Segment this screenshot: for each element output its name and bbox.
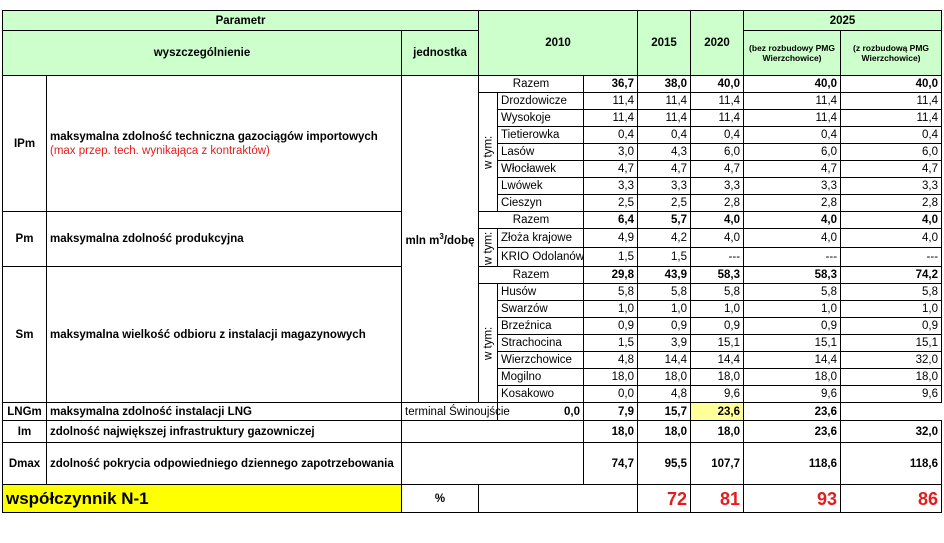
unit-sup: 3	[439, 232, 444, 242]
header-2025: 2025	[744, 11, 942, 31]
value-cell: 3,9	[638, 335, 691, 352]
value-cell: 36,7	[584, 76, 638, 93]
value-cell: 18,0	[638, 369, 691, 386]
value-cell: 11,4	[691, 110, 744, 127]
value-cell: 118,6	[841, 443, 942, 485]
value-cell: 0,4	[584, 127, 638, 144]
w-tym-label: w tym:	[479, 229, 498, 267]
value-cell: 0,4	[841, 127, 942, 144]
station-name: Drozdowicze	[498, 93, 584, 110]
value-cell: 3,3	[638, 178, 691, 195]
value-cell: 4,8	[584, 352, 638, 369]
value-cell: 4,2	[638, 229, 691, 248]
value-cell: 29,8	[584, 267, 638, 284]
n1-label: współczynnik N-1	[3, 485, 402, 513]
value-cell: 1,0	[691, 301, 744, 318]
value-cell: 18,0	[638, 421, 691, 443]
value-cell: 6,0	[691, 144, 744, 161]
header-parametr: Parametr	[3, 11, 479, 31]
value-cell: 1,5	[638, 248, 691, 267]
value-cell: 0,9	[691, 318, 744, 335]
value-cell: 1,0	[638, 301, 691, 318]
value-cell: 40,0	[841, 76, 942, 93]
value-cell: 1,5	[584, 248, 638, 267]
value-cell: 23,6	[744, 421, 841, 443]
value-cell: 1,0	[841, 301, 942, 318]
value-cell: 43,9	[638, 267, 691, 284]
value-cell: 4,8	[638, 386, 691, 403]
empty-cell	[479, 485, 638, 513]
label-pm: maksymalna zdolność produkcyjna	[47, 212, 402, 267]
value-cell: 5,8	[638, 284, 691, 301]
table-row	[3, 485, 942, 513]
value-cell: 74,2	[841, 267, 942, 284]
value-cell: 11,4	[584, 93, 638, 110]
station-name: Lwówek	[498, 178, 584, 195]
value-cell: ---	[744, 248, 841, 267]
n1-value: 86	[841, 485, 942, 513]
value-cell: 18,0	[744, 369, 841, 386]
value-cell: 1,5	[584, 335, 638, 352]
value-cell: 2,5	[638, 195, 691, 212]
header-2010: 2010	[479, 11, 638, 76]
header-jednostka: jednostka	[402, 31, 479, 76]
empty-cell	[402, 443, 584, 485]
unit-percent: %	[402, 485, 479, 513]
value-cell: 4,0	[841, 212, 942, 229]
value-cell: 0,0	[584, 386, 638, 403]
value-cell: 2,8	[744, 195, 841, 212]
value-cell: 74,7	[584, 443, 638, 485]
value-cell: 2,5	[584, 195, 638, 212]
storage-name: Strachocina	[498, 335, 584, 352]
header-2020: 2020	[691, 11, 744, 76]
razem-label: Razem	[479, 212, 584, 229]
station-name: Lasów	[498, 144, 584, 161]
value-cell: 4,0	[841, 229, 942, 248]
value-cell: 23,6	[744, 403, 841, 421]
storage-name: Swarzów	[498, 301, 584, 318]
value-cell: 9,6	[691, 386, 744, 403]
label-lngm: maksymalna zdolność instalacji LNG	[47, 403, 402, 421]
label-ipm-main: maksymalna zdolność techniczna gazociągów importowych	[50, 130, 378, 143]
source-name: Złoża krajowe	[498, 229, 584, 248]
header-z-rozbudowa: (z rozbudową PMG Wierzchowice)	[841, 31, 942, 76]
storage-name: Wierzchowice	[498, 352, 584, 369]
value-cell: 95,5	[638, 443, 691, 485]
n1-value: 72	[638, 485, 691, 513]
w-tym-label: w tym:	[479, 284, 498, 403]
value-cell: 0,4	[638, 127, 691, 144]
value-cell: 18,0	[584, 421, 638, 443]
value-cell: 6,0	[841, 144, 942, 161]
value-cell: 4,7	[691, 161, 744, 178]
code-im: Im	[3, 421, 47, 443]
value-cell: 0,4	[691, 127, 744, 144]
value-cell: 6,0	[744, 144, 841, 161]
label-ipm-note: (max przep. tech. wynikająca z kontraktów)	[50, 144, 270, 157]
value-cell: 4,0	[691, 229, 744, 248]
value-cell: 15,1	[841, 335, 942, 352]
label-im: zdolność największej infrastruktury gazowniczej	[47, 421, 402, 443]
lng-terminal-name: terminal Świnoujście	[402, 403, 498, 421]
n1-parameter-table	[2, 10, 942, 513]
value-cell: 0,4	[744, 127, 841, 144]
unit-tail: /dobę	[443, 234, 475, 247]
value-cell: 18,0	[584, 369, 638, 386]
value-cell: 4,7	[744, 161, 841, 178]
value-cell: 15,1	[691, 335, 744, 352]
unit-main: mln m	[405, 234, 440, 247]
value-cell: 7,9	[584, 403, 638, 421]
station-name: Włocławek	[498, 161, 584, 178]
value-cell: 0,0	[498, 403, 584, 421]
table-row	[3, 421, 942, 443]
value-cell: 5,8	[584, 284, 638, 301]
station-name: Wysokoje	[498, 110, 584, 127]
value-cell: 5,8	[691, 284, 744, 301]
value-cell: 11,4	[638, 93, 691, 110]
table-row	[3, 443, 942, 485]
value-cell: 5,8	[841, 284, 942, 301]
value-cell: 4,7	[584, 161, 638, 178]
value-cell: 32,0	[841, 352, 942, 369]
empty-cell	[402, 421, 584, 443]
value-cell: 3,3	[691, 178, 744, 195]
value-cell: 107,7	[691, 443, 744, 485]
value-cell: 3,0	[584, 144, 638, 161]
value-cell: ---	[841, 248, 942, 267]
value-cell: 9,6	[744, 386, 841, 403]
value-cell: 11,4	[584, 110, 638, 127]
value-cell: 18,0	[691, 369, 744, 386]
value-cell: 2,8	[841, 195, 942, 212]
value-cell: 4,9	[584, 229, 638, 248]
source-name: KRIO Odolanów	[498, 248, 584, 267]
n1-value: 81	[691, 485, 744, 513]
value-cell: 0,9	[584, 318, 638, 335]
value-cell: ---	[691, 248, 744, 267]
razem-label: Razem	[479, 267, 584, 284]
razem-label: Razem	[479, 76, 584, 93]
value-cell: 58,3	[691, 267, 744, 284]
code-lngm: LNGm	[3, 403, 47, 421]
value-cell: 15,1	[744, 335, 841, 352]
value-cell: 40,0	[744, 76, 841, 93]
value-cell: 4,0	[744, 212, 841, 229]
storage-name: Mogilno	[498, 369, 584, 386]
station-name: Cieszyn	[498, 195, 584, 212]
w-tym-label: w tym:	[479, 93, 498, 212]
value-cell: 32,0	[841, 421, 942, 443]
value-cell: 4,7	[841, 161, 942, 178]
value-cell: 0,9	[841, 318, 942, 335]
value-cell: 14,4	[691, 352, 744, 369]
value-cell: 0,9	[744, 318, 841, 335]
value-cell: 2,8	[691, 195, 744, 212]
value-cell: 40,0	[691, 76, 744, 93]
value-cell: 58,3	[744, 267, 841, 284]
table-row	[3, 403, 942, 421]
storage-name: Kosakowo	[498, 386, 584, 403]
value-cell: 11,4	[744, 93, 841, 110]
value-cell: 4,3	[638, 144, 691, 161]
value-cell: 1,0	[584, 301, 638, 318]
value-cell: 14,4	[744, 352, 841, 369]
value-cell: 5,8	[744, 284, 841, 301]
value-cell: 11,4	[691, 93, 744, 110]
value-cell: 4,7	[638, 161, 691, 178]
header-wyszczegolnienie: wyszczególnienie	[3, 31, 402, 76]
value-cell: 1,0	[744, 301, 841, 318]
value-cell: 23,6	[691, 403, 744, 421]
label-sm: maksymalna wielkość odbioru z instalacji magazynowych	[47, 267, 402, 403]
header-2015: 2015	[638, 11, 691, 76]
label-dmax: zdolność pokrycia odpowiedniego dziennego zapotrzebowania	[47, 443, 402, 485]
value-cell: 38,0	[638, 76, 691, 93]
value-cell: 3,3	[841, 178, 942, 195]
value-cell: 18,0	[841, 369, 942, 386]
code-sm: Sm	[3, 267, 47, 403]
value-cell: 9,6	[841, 386, 942, 403]
label-ipm	[47, 76, 402, 212]
code-dmax: Dmax	[3, 443, 47, 485]
value-cell: 11,4	[841, 93, 942, 110]
header-bez-rozbudowy: (bez rozbudowy PMG Wierzchowice)	[744, 31, 841, 76]
value-cell: 5,7	[638, 212, 691, 229]
value-cell: 18,0	[691, 421, 744, 443]
value-cell: 4,0	[691, 212, 744, 229]
code-pm: Pm	[3, 212, 47, 267]
value-cell: 6,4	[584, 212, 638, 229]
value-cell: 3,3	[584, 178, 638, 195]
value-cell: 11,4	[841, 110, 942, 127]
table-row	[3, 76, 942, 93]
code-ipm: IPm	[3, 76, 47, 212]
value-cell: 11,4	[638, 110, 691, 127]
value-cell: 14,4	[638, 352, 691, 369]
storage-name: Brzeźnica	[498, 318, 584, 335]
value-cell: 0,9	[638, 318, 691, 335]
station-name: Tietierowka	[498, 127, 584, 144]
value-cell: 118,6	[744, 443, 841, 485]
value-cell: 11,4	[744, 110, 841, 127]
storage-name: Husów	[498, 284, 584, 301]
value-cell: 4,0	[744, 229, 841, 248]
unit-cell	[402, 76, 479, 403]
n1-value: 93	[744, 485, 841, 513]
value-cell: 15,7	[638, 403, 691, 421]
value-cell: 3,3	[744, 178, 841, 195]
